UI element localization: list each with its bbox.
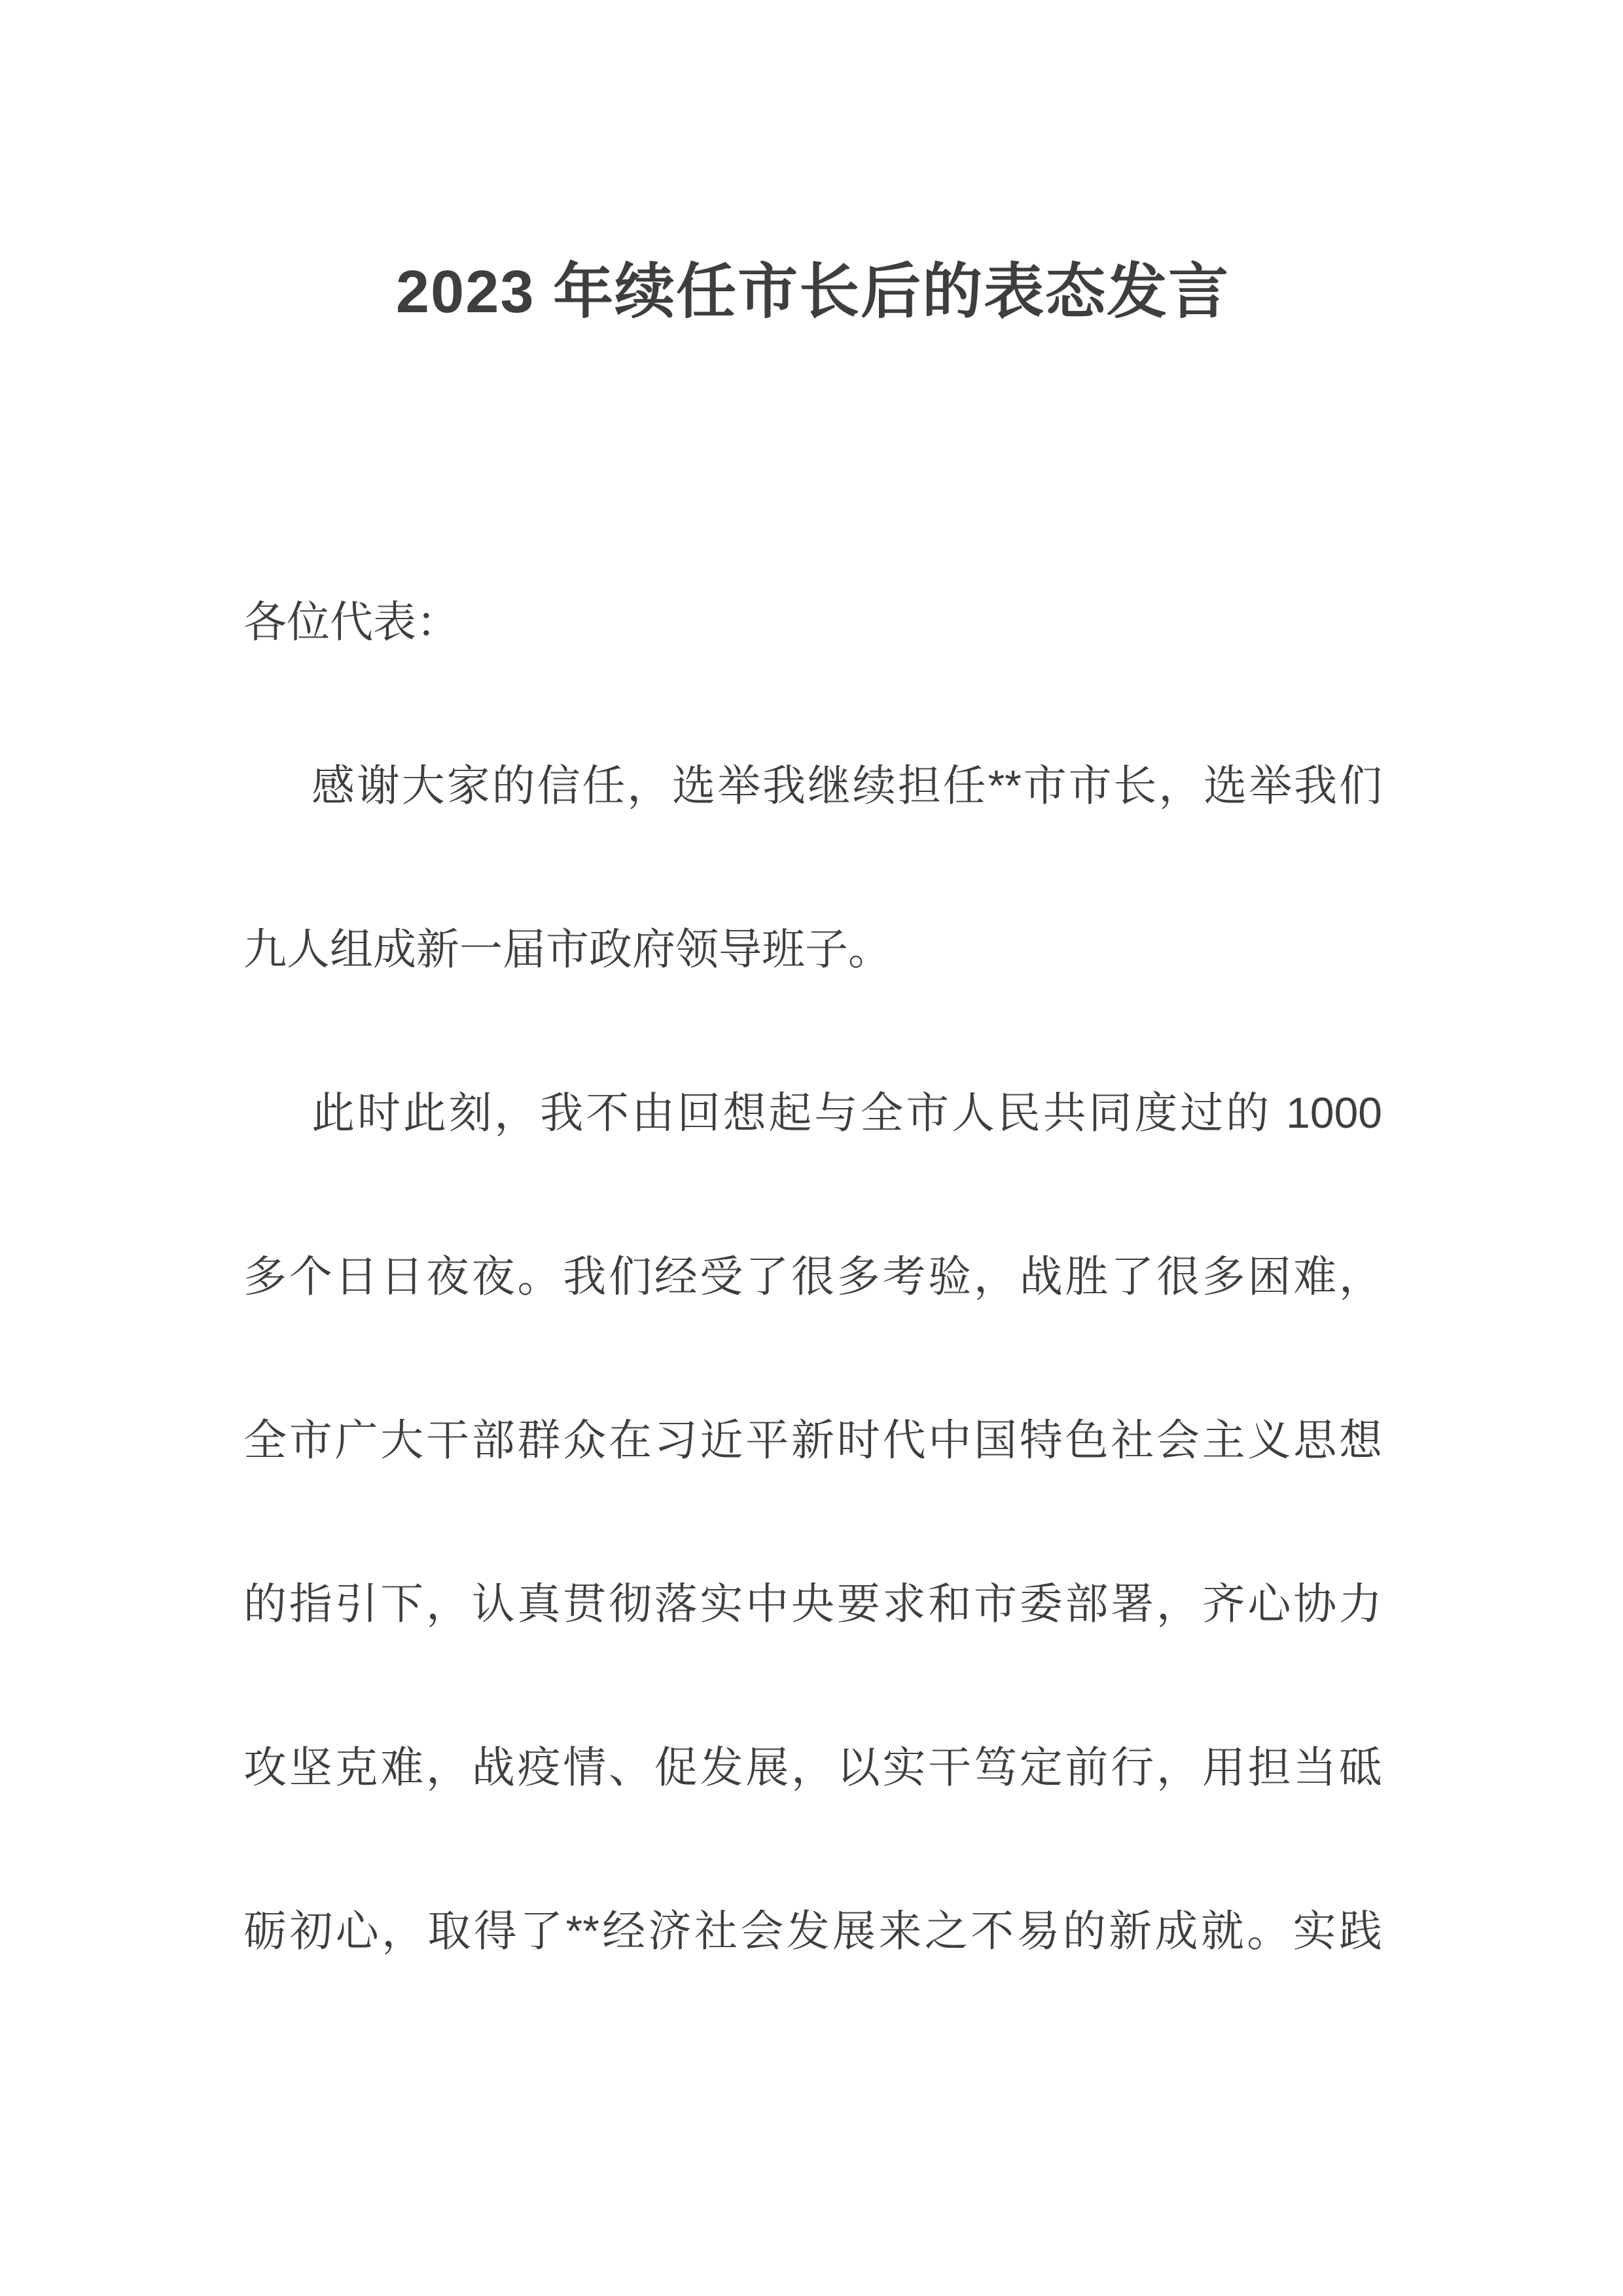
- body-line: 感谢大家的信任，选举我继续担任**市市长，选举我们: [312, 761, 1382, 810]
- body-line: 九人组成新一届市政府领导班子。: [243, 925, 891, 973]
- body-line: 的指引下，认真贯彻落实中央要求和市委部署，齐心协力: [243, 1579, 1382, 1628]
- document-body: [243, 540, 1382, 2013]
- body-line: 全市广大干部群众在习近平新时代中国特色社会主义思想: [243, 1416, 1382, 1464]
- body-line: 砺初心，取得了**经济社会发展来之不易的新成就。实践: [243, 1907, 1382, 1955]
- document-title: 2023 年续任市长后的表态发言: [395, 259, 1230, 325]
- body-line: 攻坚克难，战疫情、促发展，以实干笃定前行，用担当砥: [243, 1743, 1382, 1791]
- body-line: 多个日日夜夜。我们经受了很多考验，战胜了很多困难，: [243, 1252, 1382, 1300]
- body-line: 此时此刻，我不由回想起与全市人民共同度过的 1000: [312, 1088, 1382, 1137]
- body-line: 各位代表：: [243, 598, 459, 646]
